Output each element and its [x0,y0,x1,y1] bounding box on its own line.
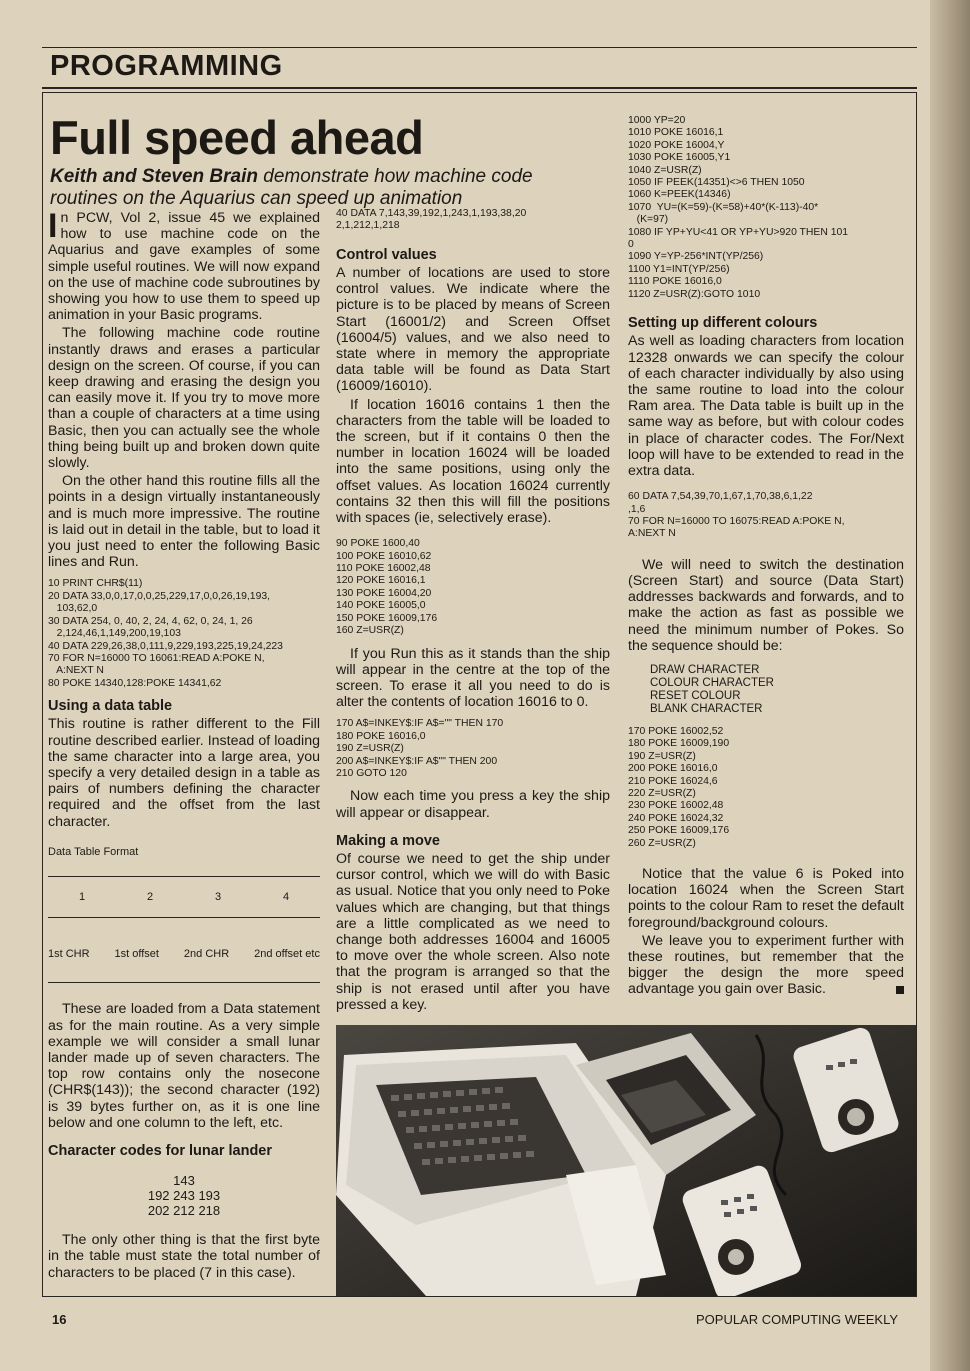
table-label: 2nd CHR [183,948,230,961]
col2-para-2: If location 16016 contains 1 then the characters from the table will be loaded to the screen, but if it contains 0 then the number in location 16024 will be loaded into the same positions, using only the offset values. As location 16024 currently contains 32 then this will fill the positions with spaces (ie, selectively erase). [336,396,610,527]
table-num: 1 [78,890,86,903]
table-num: 4 [282,890,290,903]
header-rule [42,87,917,89]
table-label: 1st CHR [48,948,90,961]
code-listing-3: 90 POKE 1600,40 100 POKE 16010,62 110 POKE 16002,48 120 POKE 16016,1 130 POKE 16004,20 140 POKE 16005,0 150 POKE 16009,176 160 Z=USR(Z) [336,538,438,637]
table-rule [48,982,320,983]
col3-para-4 [628,933,904,998]
table-number-row [48,883,320,911]
col2-para-1: A number of locations are used to store control values. We indicate where the picture is to be placed by means of Screen Start (16001/2) and Screen Offset (16004/5) values, and we also need to state where in memory the appropriate data table will be found as Data Start (16009/16010). [336,265,610,395]
table-label-row [48,924,320,968]
code-listing-5: 1000 YP=20 1010 POKE 16016,1 1020 POKE 16004,Y 1030 POKE 16005,Y1 1040 Z=USR(Z) 1050 IF PEEK(14351)<>6 THEN 1050 1060 K=PEEK(14346) 1070 YU=(K=59)-(K=58)+40*(K-113)-40* (K=97) 1080 IF YP+YU<41 OR YP+YU>920 THEN 101 0 1090 Y=YP-256*INT(YP/256) 1100 Y1=INT(YP/256) 1110 POKE 16016,0 1120 Z=USR(Z):GOTO 1010 [628,115,849,300]
page-number: 16 [52,1312,67,1327]
column-2 [336,208,610,1015]
code-listing-1: 10 PRINT CHR$(11) 20 DATA 33,0,0,17,0,0,25,229,17,0,0,26,19,193, 103,62,0 30 DATA 254, 0, 40, 2, 24, 4, 62, 0, 24, 1, 26 2,124,46,1,149,200,19,103 40 DATA 229,26,38,0,111,9,229,193,225,19,24,223 70 FOR N=16000 TO 16061:READ A:POKE N, A:NEXT N 80 POKE 14340,128:POKE 14341,62 [48,578,283,689]
heading-colours: Setting up different colours [628,315,818,332]
character-codes [48,1173,320,1218]
col3-para-2: We will need to switch the destination (Screen Start) and source (Data Start) addresses backwards and forwards, and to make the action as fast as possible we need the minimum number of Pokes. So the sequence should be: [628,556,904,654]
article-title: Full speed ahead [50,111,424,164]
col1-para-4: This routine is rather different to the Fill routine described earlier. Instead of loading the same character into a large area, you specify a very detailed design in a table as pairs of numbers defining the character required and the offset from the last character. [48,716,320,830]
col2-para-5: Of course we need to get the ship under cursor control, which we will do with Basic as usual. Notice that you only need to Poke values which are changing, but that things are a little complicated as we need to change both addresses 16004 and 16005 to move over the whole screen. Also note that the program is arranged so that the ship is not erased until after you have pressed a key. [336,850,610,1013]
table-label: 2nd offset etc [254,948,320,961]
table-caption: Data Table Format [48,845,139,858]
sequence-steps: DRAW CHARACTER COLOUR CHARACTER RESET COLOUR BLANK CHARACTER [650,663,774,715]
col1-para-5: These are loaded from a Data statement as for the main routine. As a very simple example we will consider a small lunar lander made up of seven characters. The top row contains only the nosecone (CHR$(143)); the second character (192) is 39 bytes further on, as it is one line below and one column to the left, etc. [48,1001,320,1131]
col3-para-4-text: We leave you to experiment further with these routines, but remember that the bigger the design the more speed advantage you gain over Basic. [628,932,904,998]
heading-character-codes: Character codes for lunar lander [48,1142,273,1159]
heading-making-a-move: Making a move [336,832,440,849]
col3-para-1: As well as loading characters from location 12328 onwards we can specify the colour of each character individually by also using the same routine to load into the colour Ram area. The Data table is built up in the same way as before, but with colour codes in place of character codes. The For/Next loop will have to be extended to read in the extra data. [628,333,904,479]
col2-para-4: Now each time you press a key the ship will appear or disappear. [336,788,610,821]
code-listing-4: 170 A$=INKEY$:IF A$="" THEN 170 180 POKE 16016,0 190 Z=USR(Z) 200 A$=INKEY$:IF A$"" THEN 200 210 GOTO 120 [336,718,504,779]
codes-row: 202 212 218 [147,1203,221,1219]
authors: Keith and Steven Brain [50,166,258,187]
col1-para-1: n PCW, Vol 2, issue 45 we explained how to use machine code on the Aquarius and gave examples of some simple useful routines. We will now expand on the use of machine code subroutines by showing you how to use them to speed up animation in your Basic programs. [48,210,320,324]
codes-row: 192 243 193 [147,1188,221,1204]
publication-name: POPULAR COMPUTING WEEKLY [695,1312,898,1327]
table-num: 2 [146,890,154,903]
col3-para-3: Notice that the value 6 is Poked into location 16024 when the Screen Start points to the colour Ram to reset the default foreground/background colours. [628,866,904,931]
aquarius-photo [336,1025,916,1296]
col1-para-6: The only other thing is that the first byte in the table must state the total number of characters to be placed (7 in this case). [48,1232,320,1281]
section-heading: PROGRAMMING [50,50,283,82]
col1-para-2: The following machine code routine instantly draws and erases a particular design on the screen. Of course, if you can keep drawing and erasing the design you can easily move it. If you try to move more than a couple of characters at a time using Basic, then you can actually see the whole thing being built up and broken down quite slowly. [48,325,320,472]
heading-data-table: Using a data table [48,698,173,715]
aquarius-illustration [336,1025,916,1296]
codes-row: 143 [173,1173,195,1189]
top-rule [42,47,917,48]
end-mark [896,986,904,994]
heading-control-values: Control values [336,246,437,263]
data-table-format [48,844,320,984]
table-num: 3 [214,890,222,903]
page-edge [930,0,970,1371]
standfirst [50,166,570,210]
table-rule [48,876,320,877]
code-listing-7: 170 POKE 16002,52 180 POKE 16009,190 190 Z=USR(Z) 200 POKE 16016,0 210 POKE 16024,6 220 Z=USR(Z) 230 POKE 16002,48 240 POKE 16024,32 250 POKE 16009,176 260 Z=USR(Z) [628,725,730,849]
col2-para-3: If you Run this as it stands than the ship will appear in the centre at the top of the screen. To erase it all you need to do is alter the contents of location 16016 to 0. [336,645,610,711]
column-1 [48,207,320,1283]
dropcap: I [48,207,58,245]
table-rule [48,917,320,918]
code-listing-6: 60 DATA 7,54,39,70,1,67,1,70,38,6,1,22 ,1,6 70 FOR N=16000 TO 16075:READ A:POKE N, A:NEXT N [628,491,845,540]
standfirst-text: demonstrate how machine code routines on the Aquarius can speed up animation [50,166,533,209]
column-3 [628,115,904,1000]
table-label: 1st offset [114,948,159,961]
col1-para-3: On the other hand this routine fills all the points in a design virtually instantaneously and is much more impressive. The routine is laid out in detail in the table, but to load it you just need to enter the following Basic lines and Run. [48,473,320,571]
code-listing-2: 40 DATA 7,143,39,192,1,243,1,193,38,20 2,1,212,1,218 [336,208,527,232]
